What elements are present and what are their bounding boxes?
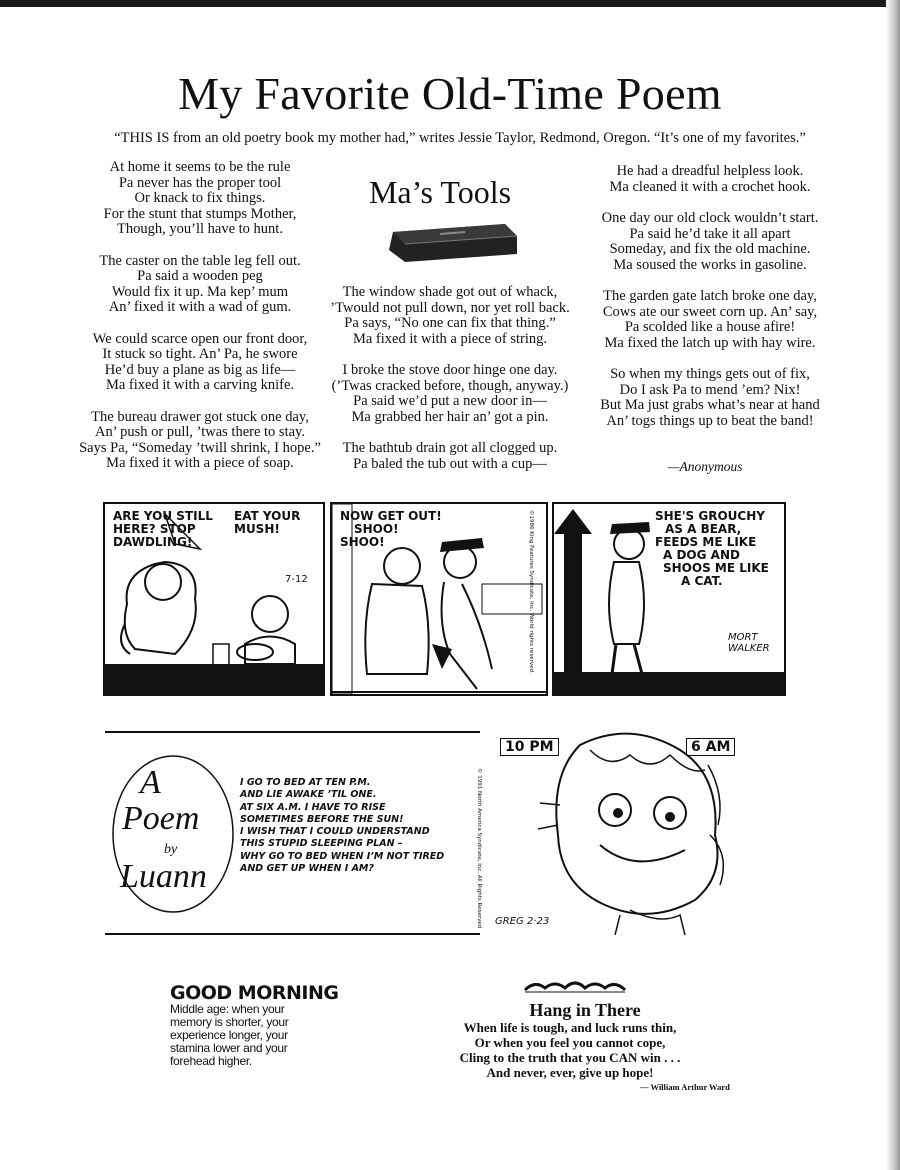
poem-line: It stuck so tight. An’ Pa, he swore [102, 346, 298, 362]
poem-line: An’ togs things up to beat the band! [606, 412, 814, 429]
poem-line: ’Twould not pull down, nor yet roll back. [330, 299, 570, 316]
luann-verse: I GO TO BED AT TEN P.M. AND LIE AWAKE ’TIL ONE. AT SIX A.M. I HAVE TO RISE SOMETIMES BEFORE THE SUN! I WISH THAT I COULD UNDERSTAND THIS STUPID SLEEPING PLAN – WHY GO TO BED WHEN I’M NOT TIRED AND GET UP WHEN I AM? [240, 777, 445, 875]
poem-stanza [595, 367, 825, 429]
poem-line: Cows ate our sweet corn up. An’ say, [602, 303, 818, 320]
comic1-date: 7-12 [285, 574, 308, 585]
poem-stanza [330, 285, 570, 347]
poem-line: Would fix it up. Ma kep’ mum [111, 283, 289, 300]
luann-signature: GREG 2·23 [495, 916, 550, 927]
poem-line: One day our old clock wouldn’t start. [601, 210, 819, 226]
page-title: My Favorite Old-Time Poem [178, 68, 722, 119]
poem-line: Ma grabbed her hair an’ got a pin. [351, 408, 549, 425]
poem-attribution: —Anonymous [667, 459, 743, 474]
poem-stanza [595, 289, 825, 351]
poem-line: Pa said a wooden peg [137, 268, 263, 284]
poem-stanza [595, 211, 825, 273]
poem-line: Someday, and fix the old machine. [609, 241, 811, 257]
poem-stanza [65, 160, 335, 238]
poem-line: Ma fixed it with a piece of string. [352, 330, 548, 347]
hang-in-there-attribution: — William Arthur Ward [640, 1082, 730, 1092]
poem-stanza [330, 363, 570, 425]
decorative-ornament [520, 978, 630, 996]
poem-line: He had a dreadful helpless look. [616, 163, 804, 179]
poem-line: Or knack to fix things. [134, 190, 266, 206]
intro-text: “THIS IS from an old poetry book my mother had,” writes Jessie Taylor, Redmond, Oregon. “It’s one of my favorites.” [114, 130, 806, 146]
poem-stanza [65, 332, 335, 394]
hang-in-there-text: When life is tough, and luck runs thin, Or when you feel you cannot cope, Cling to the truth that you CAN win . . . And never, ever, give up hope! [459, 1020, 681, 1080]
poem-line: Pa never has the proper tool [118, 174, 282, 191]
luann-face-art [520, 725, 740, 935]
poem-line: An’ fixed it with a wad of gum. [108, 299, 292, 315]
poem-line: He’d buy a plane as big as life— [104, 361, 296, 378]
poem-stanza [330, 441, 570, 472]
poem-line: Pa said we’d put a new door in— [353, 393, 547, 409]
comic1-copyright: ©1986 King Features Syndicate, Inc. World rights reserved. [528, 510, 534, 674]
comic1-balloon-3: NOW GET OUT! SHOO! SHOO! [340, 509, 442, 549]
poem-line: The window shade got out of whack, [342, 284, 558, 300]
top-border [0, 0, 900, 7]
poem-line: For the stunt that stumps Mother, [103, 205, 297, 222]
poem-line: An’ push or pull, ’twas there to stay. [95, 424, 305, 440]
time-label-6am: 6 AM [686, 738, 735, 756]
comic1-balloon-2: EAT YOUR MUSH! [234, 509, 301, 536]
good-morning-title: GOOD MORNING [170, 982, 339, 1004]
poem-stanza [595, 164, 825, 195]
poem-line: Pa says, “No one can fix that thing.” [344, 315, 556, 331]
poem-line: I broke the stove door hinge one day. [342, 362, 558, 378]
time-label-10pm: 10 PM [500, 738, 559, 756]
poem-column-1 [65, 160, 335, 488]
poem-line: Ma soused the works in gasoline. [613, 256, 807, 273]
good-morning-text: Middle age: when your memory is shorter, your experience longer, your stamina lower and your forehead higher. [170, 1002, 289, 1068]
poem-line: Ma fixed the latch up with hay wire. [604, 334, 816, 351]
poem-line: The caster on the table leg fell out. [99, 252, 301, 269]
comic1-balloon-4: SHE'S GROUCHY AS A BEAR, FEEDS ME LIKE A DOG AND SHOOS ME LIKE A CAT. [655, 509, 769, 588]
luann-logo: A Poem by Luann [120, 764, 207, 895]
poem-line: But Ma just grabs what’s near at hand [600, 397, 820, 413]
poem-line: Pa baled the tub out with a cup— [353, 455, 547, 472]
poem-stanza [65, 410, 335, 472]
poem-line: The bathtub drain got all clogged up. [342, 440, 558, 456]
poem-line: Pa scolded like a house afire! [624, 319, 796, 335]
poem-line: Ma cleaned it with a crochet hook. [609, 178, 811, 195]
poem-line: Ma fixed it with a carving knife. [105, 377, 295, 393]
poem-line: Pa said he’d take it all apart [629, 225, 791, 242]
poem-line: At home it seems to be the rule [109, 159, 291, 175]
luann-copyright: © 1991 North America Syndicate, Inc. All Rights Reserved [476, 768, 482, 929]
poem-line: We could scarce open our front door, [92, 330, 308, 347]
poem-line: Says Pa, “Someday ’twill shrink, I hope.” [79, 439, 321, 456]
poem-line: The bureau drawer got stuck one day, [91, 408, 309, 425]
poem-line: (’Twas cracked before, though, anyway.) [331, 377, 569, 394]
comic1-signature: MORT WALKER [728, 632, 770, 654]
poem-column-3 [595, 164, 825, 445]
poem-line: So when my things gets out of fix, [610, 366, 810, 382]
poem-line: Do I ask Pa to mend ’em? Nix! [619, 381, 801, 398]
comic1-balloon-1: ARE YOU STILL HERE? STOP DAWDLING! [113, 509, 213, 549]
poem-subtitle: Ma’s Tools [368, 174, 512, 210]
page-edge-shadow [886, 0, 900, 1170]
toolbox-image [385, 218, 520, 263]
poem-line: Ma fixed it with a piece of soap. [106, 455, 294, 471]
poem-line: Though, you’ll have to hunt. [117, 221, 283, 237]
hang-in-there-title: Hang in There [529, 1000, 641, 1020]
poem-column-2 [330, 285, 570, 488]
poem-line: The garden gate latch broke one day, [603, 288, 817, 304]
poem-stanza [65, 254, 335, 316]
